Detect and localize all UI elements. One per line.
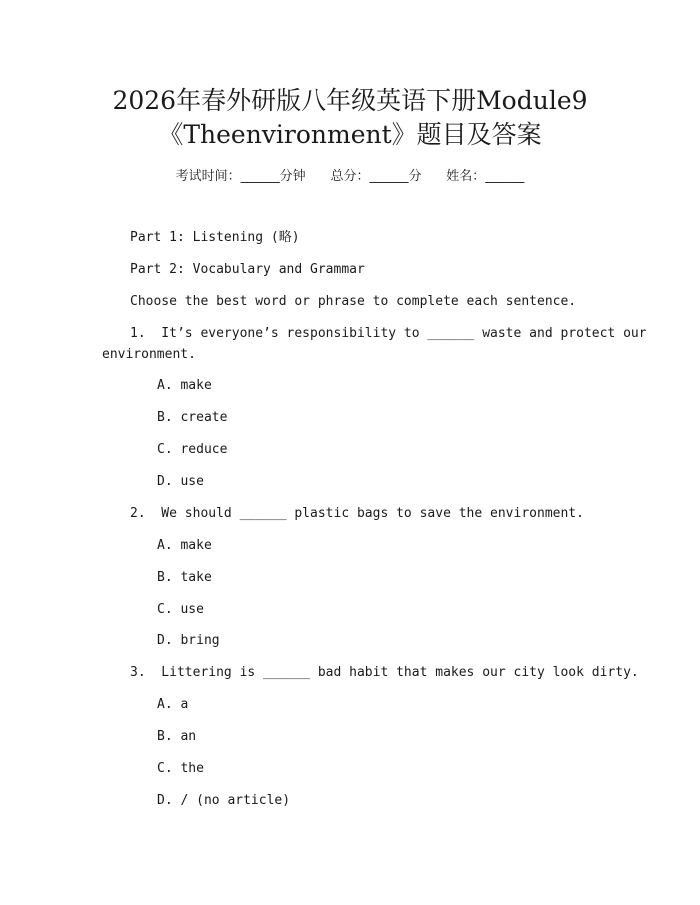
document-title-line-1: 2026年春外研版八年级英语下册Module9 <box>112 86 588 115</box>
instructions: Choose the best word or phrase to complete each sentence. <box>130 294 577 309</box>
question-3-option-a: A. a <box>157 697 189 712</box>
question-1-option-a: A. make <box>157 378 212 393</box>
question-3-stem: 3. Littering is ______ bad habit that makes our city look dirty. <box>130 665 639 680</box>
exam-info <box>0 168 700 186</box>
question-1-option-c: C. reduce <box>157 442 228 457</box>
question-3-option-c: C. the <box>157 761 204 776</box>
question-2-option-c: C. use <box>157 602 204 617</box>
question-1-option-b: B. create <box>157 410 228 425</box>
part-2-heading: Part 2: Vocabulary and Grammar <box>130 262 365 277</box>
question-2-stem: 2. We should ______ plastic bags to save the environment. <box>130 506 584 521</box>
total-score-label: 总分：______分 <box>330 169 422 184</box>
question-3-option-b: B. an <box>157 729 197 744</box>
question-2-option-d: D. bring <box>157 633 220 648</box>
question-3-option-d: D. / (no article) <box>157 793 291 808</box>
document-title-line-2: 《Theenvironment》题目及答案 <box>158 120 542 149</box>
student-name-label: 姓名：______ <box>446 169 525 184</box>
question-2-option-b: B. take <box>157 570 212 585</box>
question-1-option-d: D. use <box>157 474 204 489</box>
exam-time-label: 考试时间：______分钟 <box>175 169 306 184</box>
question-1-stem: 1. It’s everyone’s responsibility to ______ waste and protect our <box>130 326 647 341</box>
question-2-option-a: A. make <box>157 538 212 553</box>
part-1-heading: Part 1: Listening (略) <box>130 230 300 245</box>
question-1-stem-continued: environment. <box>102 347 196 362</box>
